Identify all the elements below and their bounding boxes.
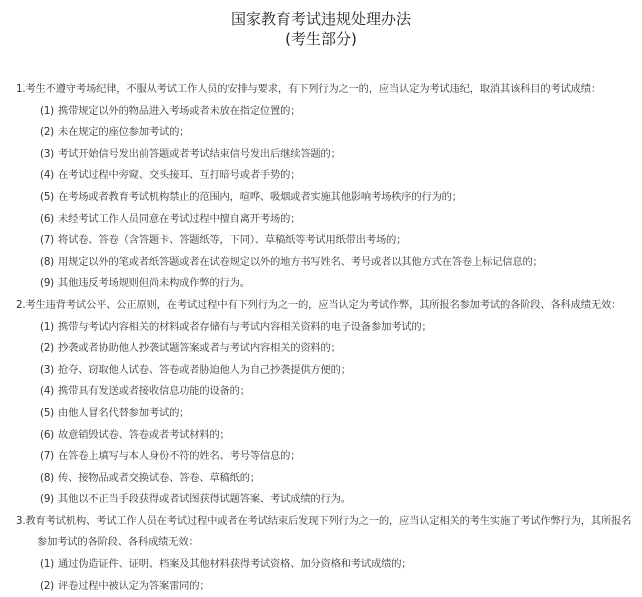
list-item-number: (1) bbox=[40, 320, 54, 333]
list-item-number: (2) bbox=[40, 342, 54, 355]
list-item-number: (9) bbox=[40, 493, 54, 506]
list-item-number: (3) bbox=[40, 363, 54, 376]
list-item-number: (8) bbox=[40, 471, 54, 484]
list-item bbox=[0, 554, 642, 576]
list-item bbox=[0, 576, 642, 597]
list-item-number: (8) bbox=[40, 255, 54, 268]
list-item bbox=[0, 338, 642, 360]
list-item bbox=[0, 403, 642, 425]
section-heading: 1.考生不遵守考场纪律，不服从考试工作人员的安排与要求，有下列行为之一的，应当认定为考试违纪，取消其该科目的考试成绩： bbox=[16, 83, 601, 95]
list-item-text: 携带具有发送或者接收信息功能的设备的； bbox=[58, 385, 250, 398]
list-item-number: (3) bbox=[40, 147, 54, 160]
list-item-number: (2) bbox=[40, 579, 54, 592]
section-heading: 3.教育考试机构、考试工作人员在考试过程中或者在考试结束后发现下列行为之一的，应当认定相关的考生实施了考试作弊行为，其所报名 bbox=[16, 514, 632, 527]
list-item-text: 其他以不正当手段获得或者试图获得试题答案、考试成绩的行为。 bbox=[58, 493, 351, 506]
list-item-text: 在考场或者教育考试机构禁止的范围内，喧哗、吸烟或者实施其他影响考场秩序的行为的； bbox=[58, 190, 462, 203]
document-subtitle: (考生部分) bbox=[285, 30, 357, 48]
list-item bbox=[0, 165, 642, 187]
list-item bbox=[0, 468, 642, 490]
list-item bbox=[0, 101, 642, 123]
list-item-text: 故意销毁试卷、答卷或者考试材料的； bbox=[58, 428, 230, 441]
list-item bbox=[0, 144, 642, 166]
list-item-text: 未经考试工作人员同意在考试过程中擅自离开考场的； bbox=[58, 212, 301, 225]
list-item bbox=[0, 122, 642, 144]
list-item bbox=[0, 187, 642, 209]
list-item bbox=[0, 446, 642, 468]
list-item-text: 通过伪造证件、证明、档案及其他材料获得考试资格、加分资格和考试成绩的； bbox=[58, 558, 412, 571]
list-item bbox=[0, 381, 642, 403]
list-item-number: (5) bbox=[40, 406, 54, 419]
list-item-number: (5) bbox=[40, 190, 54, 203]
list-item-number: (1) bbox=[40, 104, 54, 117]
list-item-text: 在答卷上填写与本人身份不符的姓名、考号等信息的； bbox=[58, 450, 301, 463]
list-item-number: (4) bbox=[40, 169, 54, 182]
list-item-number: (7) bbox=[40, 234, 54, 247]
section-heading-continuation: 参加考试的各阶段、各科成绩无效： bbox=[37, 536, 199, 549]
list-item-text: 在考试过程中旁窥、交头接耳、互打暗号或者手势的； bbox=[58, 169, 301, 182]
list-item-text: 由他人冒名代替参加考试的； bbox=[58, 406, 190, 419]
list-item-text: 携带规定以外的物品进入考场或者未放在指定位置的； bbox=[58, 104, 301, 117]
document-body bbox=[0, 79, 642, 597]
list-item-text: 评卷过程中被认定为答案雷同的； bbox=[58, 579, 210, 592]
list-item bbox=[0, 209, 642, 231]
list-item-number: (7) bbox=[40, 450, 54, 463]
list-item-number: (6) bbox=[40, 212, 54, 225]
section-heading: 2.考生违背考试公平、公正原则，在考试过程中有下列行为之一的，应当认定为考试作弊，其所报名参加考试的各阶段、各科成绩无效： bbox=[16, 298, 622, 311]
list-item bbox=[0, 489, 642, 511]
list-item-text: 携带与考试内容相关的材料或者存储有与考试内容相关资料的电子设备参加考试的； bbox=[58, 320, 432, 333]
list-item bbox=[0, 252, 642, 274]
list-item-text: 未在规定的座位参加考试的； bbox=[58, 126, 190, 139]
list-item-text: 抄袭或者协助他人抄袭试题答案或者与考试内容相关的资料的； bbox=[58, 342, 341, 355]
document-title: 国家教育考试违规处理办法 bbox=[230, 10, 411, 28]
list-item bbox=[0, 360, 642, 382]
list-item bbox=[0, 230, 642, 252]
list-item bbox=[0, 273, 642, 295]
list-item-number: (2) bbox=[40, 126, 54, 139]
list-item bbox=[0, 317, 642, 339]
list-item-number: (6) bbox=[40, 428, 54, 441]
list-item-number: (4) bbox=[40, 385, 54, 398]
list-item bbox=[0, 425, 642, 447]
list-item-text: 考试开始信号发出前答题或者考试结束信号发出后继续答题的； bbox=[58, 147, 341, 160]
list-item-text: 传、接物品或者交换试卷、答卷、草稿纸的； bbox=[58, 471, 260, 484]
list-item-text: 其他违反考场规则但尚未构成作弊的行为。 bbox=[58, 277, 250, 290]
list-item-number: (1) bbox=[40, 558, 54, 571]
list-item-text: 抢夺、窃取他人试卷、答卷或者胁迫他人为自己抄袭提供方便的； bbox=[58, 363, 351, 376]
list-item-number: (9) bbox=[40, 277, 54, 290]
list-item-text: 将试卷、答卷（含答题卡、答题纸等，下同）、草稿纸等考试用纸带出考场的； bbox=[58, 234, 407, 247]
list-item-text: 用规定以外的笔或者纸答题或者在试卷规定以外的地方书写姓名、考号或者以其他方式在答卷上标记信息的； bbox=[58, 255, 543, 268]
